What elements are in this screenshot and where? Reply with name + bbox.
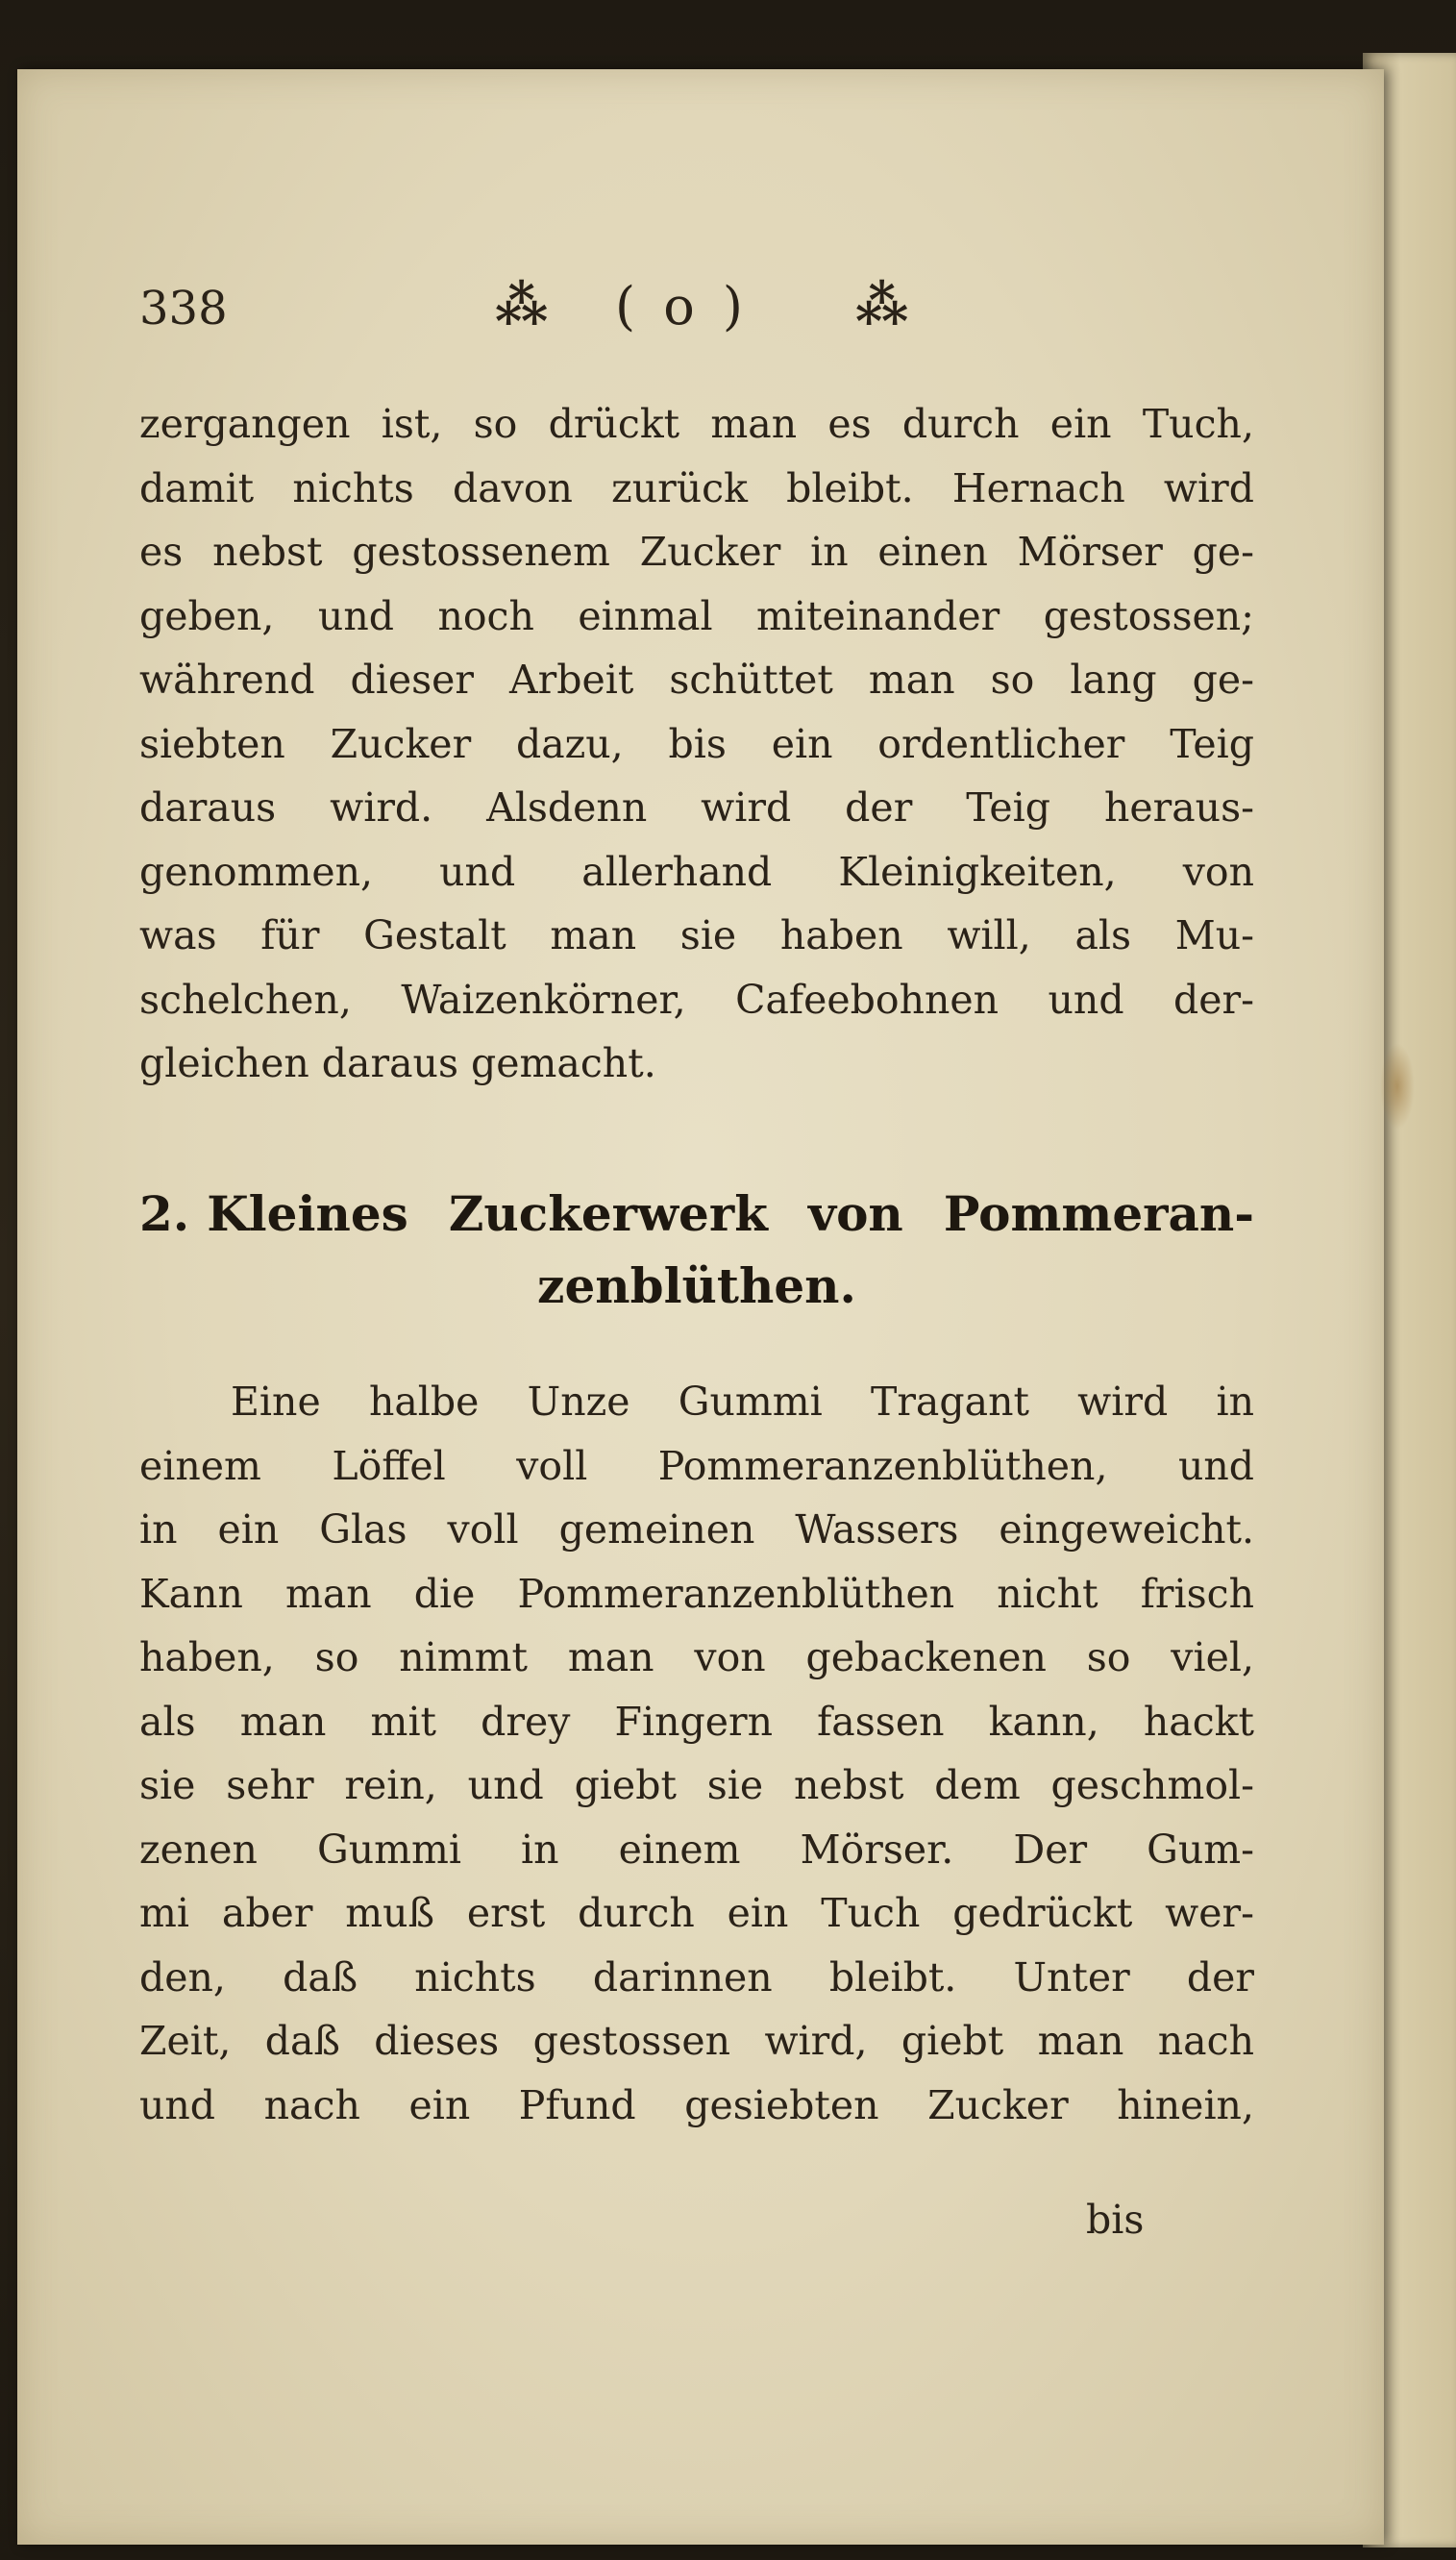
text-line: während dieser Arbeit schüttet man so lang ge- xyxy=(139,657,1254,703)
text-line: den, daß nichts darinnen bleibt. Unter der xyxy=(139,1953,1254,2001)
text-line: es nebst gestossenem Zucker in einen Mörser ge- xyxy=(139,529,1254,575)
ornament-left-icon: ⁂ xyxy=(495,274,549,336)
heading-number: 2. xyxy=(139,1185,190,1242)
heading-title-part-2: zenblüthen. xyxy=(537,1257,856,1314)
page-header xyxy=(139,274,1254,351)
text-line: zenen Gummi in einem Mörser. Der Gum- xyxy=(139,1826,1254,1873)
text-line: haben, so nimmt man von gebackenen so viel, xyxy=(139,1634,1254,1680)
page-number: 338 xyxy=(139,282,228,336)
text-line: Kann man die Pommeranzenblüthen nicht frisch xyxy=(139,1570,1254,1617)
text-line: daraus wird. Alsdenn wird der Teig heraus- xyxy=(139,784,1254,831)
catchword: bis xyxy=(1086,2197,1145,2243)
text-line: genommen, und allerhand Kleinigkeiten, von xyxy=(139,848,1254,895)
text-line: einem Löffel voll Pommeranzenblüthen, und xyxy=(139,1442,1254,1489)
section-heading xyxy=(139,1178,1254,1322)
text-line: mi aber muß erst durch ein Tuch gedrückt wer- xyxy=(139,1890,1254,1936)
text-line: als man mit drey Fingern fassen kann, hackt xyxy=(139,1698,1254,1745)
text-line: gleichen daraus gemacht. xyxy=(139,1040,656,1086)
header-marker: ( o ) xyxy=(615,276,749,336)
text-line: sie sehr rein, und giebt sie nebst dem geschmol- xyxy=(139,1762,1254,1808)
text-line: schelchen, Waizenkörner, Cafeebohnen und der- xyxy=(139,976,1254,1023)
text-line: und nach ein Pfund gesiebten Zucker hinein, xyxy=(139,2081,1254,2128)
text-line: was für Gestalt man sie haben will, als Mu- xyxy=(139,912,1254,958)
heading-line-1 xyxy=(139,1178,1254,1250)
paper-stain xyxy=(1380,1043,1415,1130)
text-line: Eine halbe Unze Gummi Tragant wird in xyxy=(231,1379,1254,1425)
text-line: Zeit, daß dieses gestossen wird, giebt man nach xyxy=(139,2018,1254,2064)
heading-title-part-1: Kleines Zuckerwerk von Pommeran- xyxy=(207,1185,1254,1242)
text-line: geben, und noch einmal miteinander gestossen; xyxy=(139,592,1254,639)
ornament-right-icon: ⁂ xyxy=(855,274,909,336)
text-line: siebten Zucker dazu, bis ein ordentlicher Teig xyxy=(139,720,1254,767)
paragraph-1 xyxy=(139,392,1254,1096)
text-line: damit nichts davon zurück bleibt. Hernach wird xyxy=(139,464,1254,511)
text-line: in ein Glas voll gemeinen Wassers eingeweicht. xyxy=(139,1506,1254,1553)
text-line: zergangen ist, so drückt man es durch ein Tuch, xyxy=(139,401,1254,447)
paragraph-2 xyxy=(139,1370,1254,2137)
